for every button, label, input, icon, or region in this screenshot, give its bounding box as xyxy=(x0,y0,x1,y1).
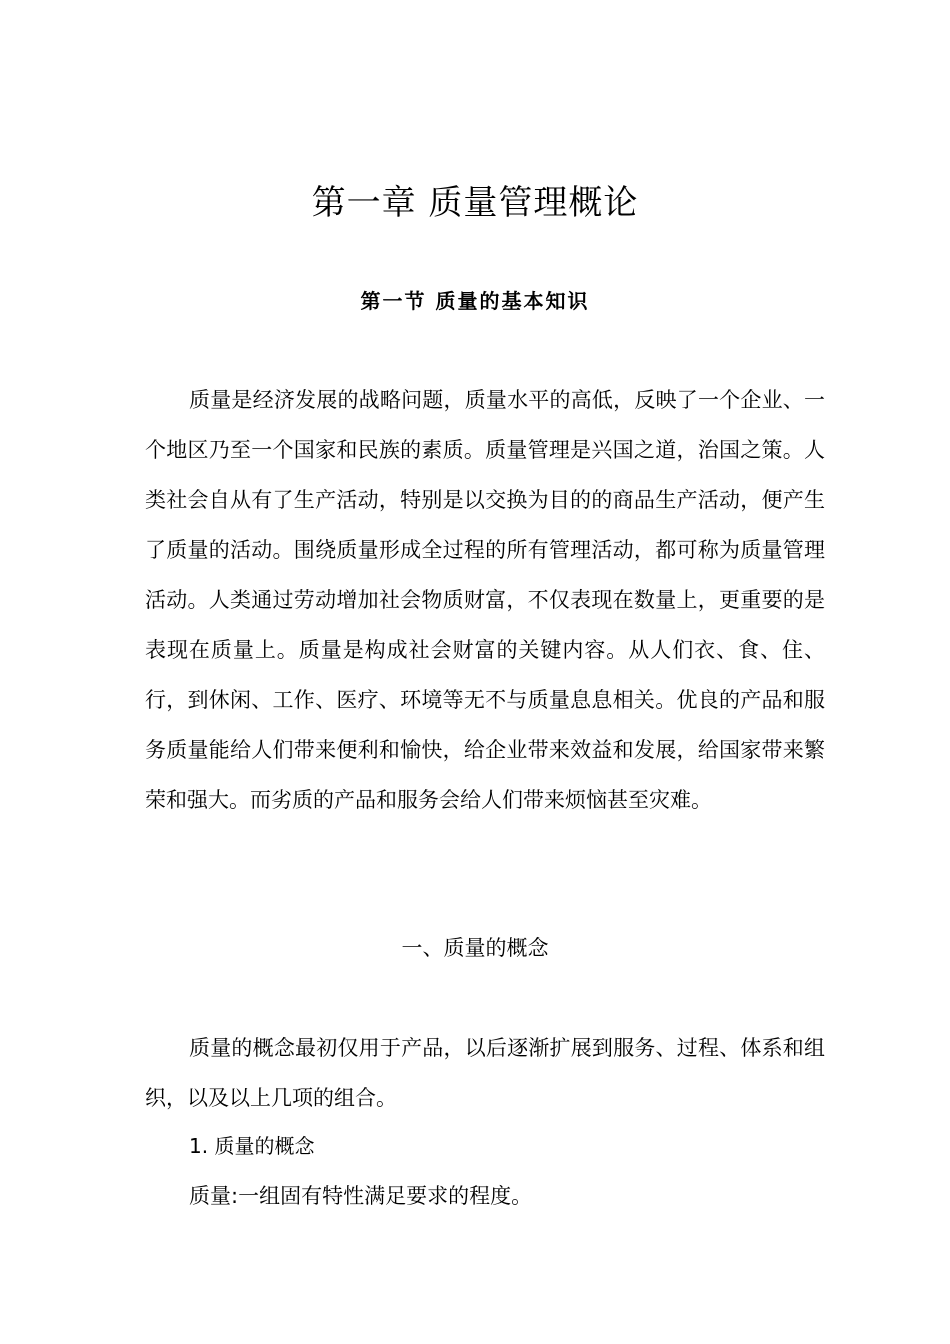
chapter-title: 第一章 质量管理概论 xyxy=(311,183,639,223)
definition-line: 质量:一组固有特性满足要求的程度。 xyxy=(189,1184,533,1208)
concept-scope-paragraph: 质量的概念最初仅用于产品，以后逐渐扩展到服务、过程、体系和组织，以及以上几项的组合。 xyxy=(145,1036,825,1110)
numbered-item-heading: 1. 质量的概念 xyxy=(189,1134,315,1158)
subsection-heading: 一、质量的概念 xyxy=(401,936,549,960)
section-title: 第一节 质量的基本知识 xyxy=(360,289,590,313)
intro-paragraph: 质量是经济发展的战略问题，质量水平的高低，反映了一个企业、一个地区乃至一个国家和民族的素质。质量管理是兴国之道，治国之策。人类社会自从有了生产活动，特别是以交换为目的的商品生产活动，便产生了质量的活动。围绕质量形成全过程的所有管理活动，都可称为质量管理活动。人类通过劳动增加社会物质财富，不仅表现在数量上，更重要的是表现在质量上。质量是构成社会财富的关键内容。从人们衣、食、住、行，到休闲、工作、医疗、环境等无不与质量息息相关。优良的产品和服务质量能给人们带来便利和愉快，给企业带来效益和发展，给国家带来繁荣和强大。而劣质的产品和服务会给人们带来烦恼甚至灾难。 xyxy=(145,388,825,812)
